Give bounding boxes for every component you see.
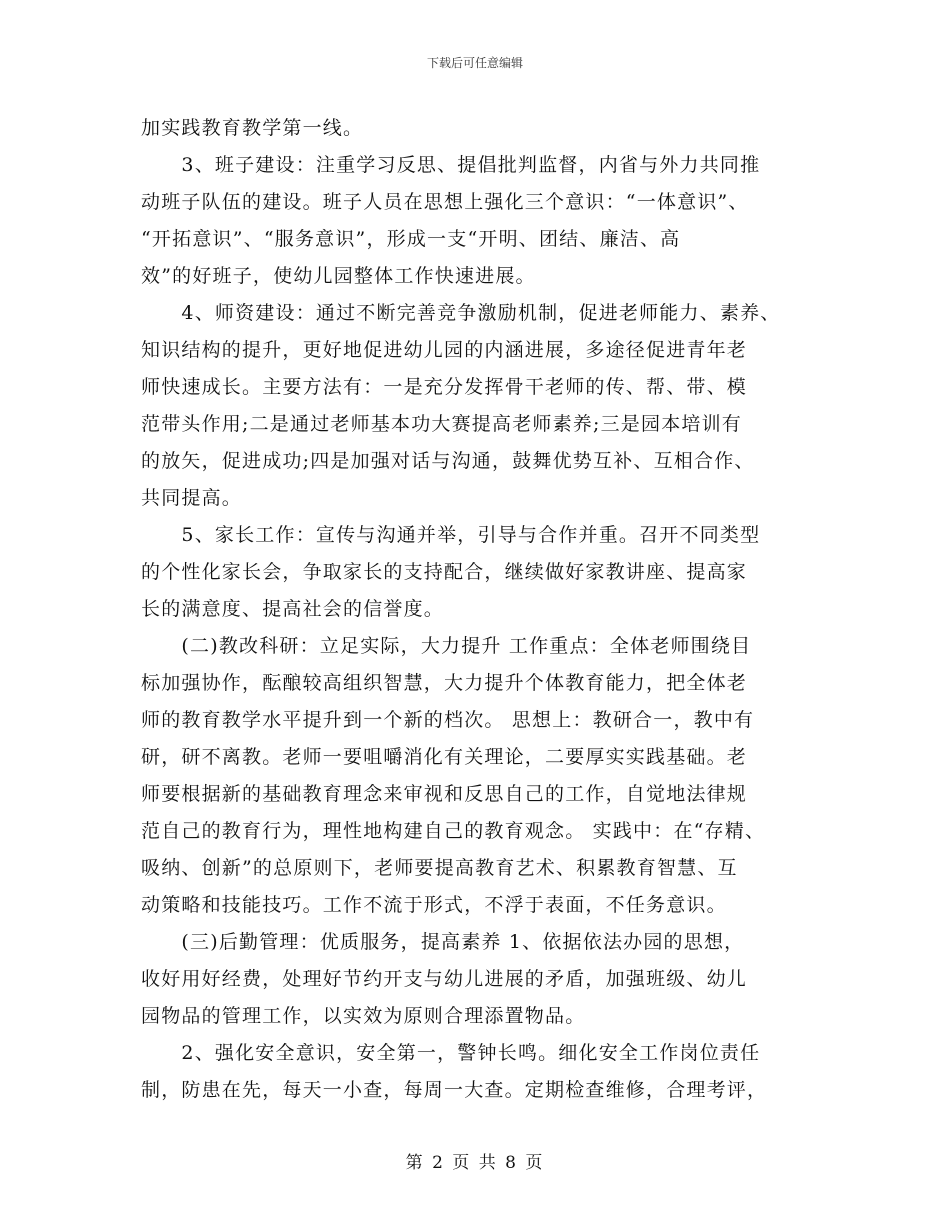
text-line: 5、家长工作：宣传与沟通并举，引导与合作并重。召开不同类型	[141, 524, 761, 546]
text-line: 制，防患在先，每天一小查，每周一大查。定期检查维修，合理考评，	[141, 1079, 768, 1101]
text-line: 范自己的教育行为，理性地构建自己的教育观念。 实践中：在“存精、	[141, 820, 766, 842]
text-line: 效”的好班子，使幼儿园整体工作快速进展。	[141, 265, 536, 287]
text-line: 3、班子建设：注重学习反思、提倡批判监督，内省与外力共同推	[141, 154, 761, 176]
page-number: 第 2 页 共 8 页	[405, 1153, 545, 1173]
text-line: 范带头作用;二是通过老师基本功大赛提高老师素养;三是园本培训有	[141, 413, 743, 435]
text-line: 师的教育教学水平提升到一个新的档次。 思想上：教研合一，教中有	[141, 709, 755, 731]
text-line: 知识结构的提升，更好地促进幼儿园的内涵进展，多途径促进青年老	[141, 339, 748, 361]
text-line: 动班子队伍的建设。班子人员在思想上强化三个意识：“一体意识”、	[141, 191, 749, 213]
text-line: 的个性化家长会，争取家长的支持配合，继续做好家教讲座、提高家	[141, 561, 748, 583]
text-line: (二)教改科研：立足实际，大力提升 工作重点：全体老师围绕目	[141, 635, 752, 657]
text-line: “开拓意识”、“服务意识”，形成一支“开明、团结、廉洁、高	[141, 228, 681, 250]
page-header: 下载后可任意编辑	[426, 56, 523, 70]
text-line: 园物品的管理工作，以实效为原则合理添置物品。	[141, 1005, 586, 1027]
text-line: 师要根据新的基础教育理念来审视和反思自己的工作，自觉地法律规	[141, 783, 748, 805]
text-line: 标加强协作，酝酿较高组织智慧，大力提升个体教育能力，把全体老	[141, 672, 748, 694]
text-line: 共同提高。	[141, 487, 243, 509]
text-line: 师快速成长。主要方法有：一是充分发挥骨干老师的传、帮、带、模	[141, 376, 748, 398]
text-line: 2、强化安全意识，安全第一，警钟长鸣。细化安全工作岗位责任	[141, 1042, 761, 1064]
text-line: 的放矢，促进成功;四是加强对话与沟通，鼓舞优势互补、互相合作、	[141, 450, 755, 472]
text-line: 加实践教育教学第一线。	[141, 117, 364, 139]
text-line: 动策略和技能技巧。工作不流于形式，不浮于表面，不任务意识。	[141, 894, 727, 916]
text-line: 研，研不离教。老师一要咀嚼消化有关理论，二要厚实实践基础。老	[141, 746, 748, 768]
text-line: 4、师资建设：通过不断完善竞争激励机制，促进老师能力、素养、	[141, 302, 781, 324]
document-body	[141, 110, 831, 1109]
text-line: (三)后勤管理：优质服务，提高素养 1、依据依法办园的思想，	[141, 931, 745, 953]
text-line: 吸纳、创新”的总原则下，老师要提高教育艺术、积累教育智慧、互	[141, 857, 738, 879]
text-line: 长的满意度、提高社会的信誉度。	[141, 598, 445, 620]
text-line: 收好用好经费，处理好节约开支与幼儿进展的矛盾，加强班级、幼儿	[141, 968, 748, 990]
